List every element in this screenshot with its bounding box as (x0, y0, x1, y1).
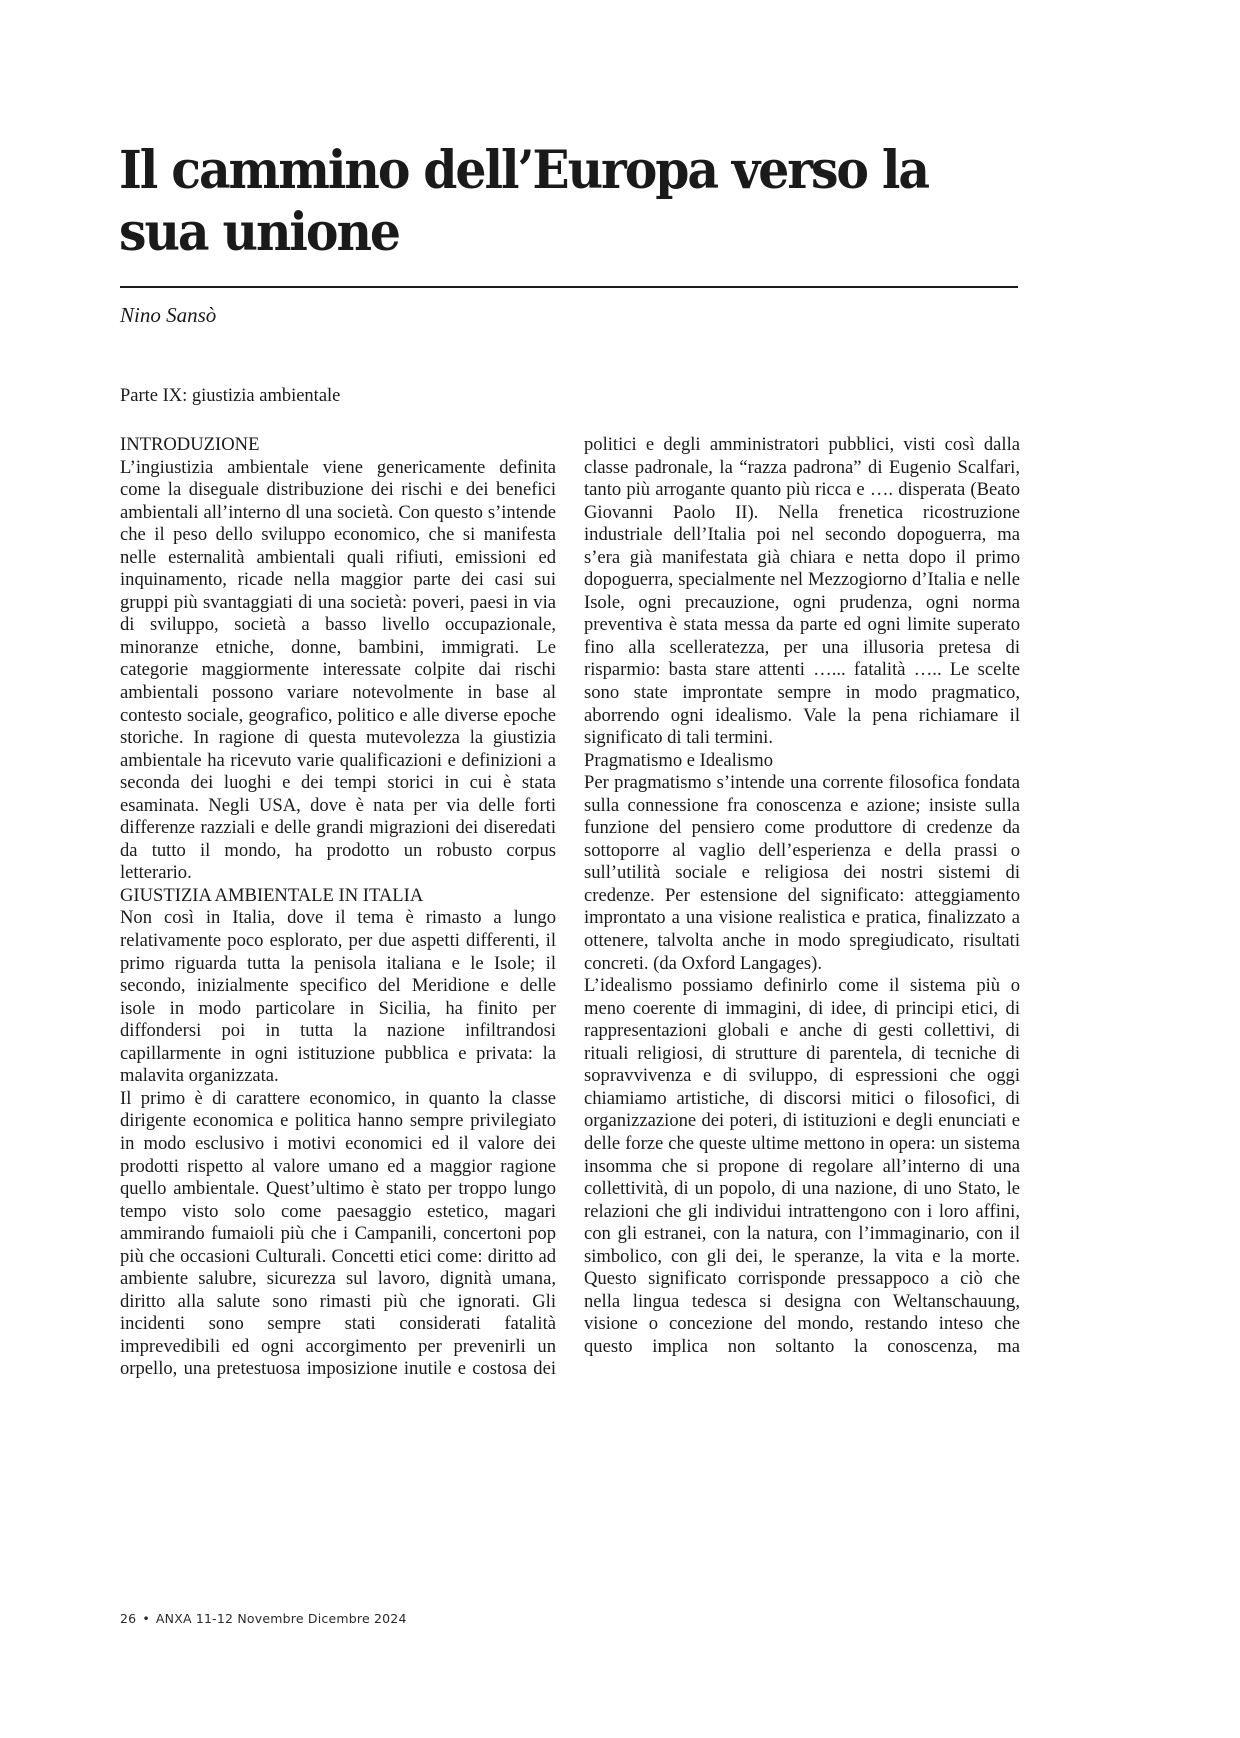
publication-info: ANXA 11-12 Novembre Dicembre 2024 (155, 1611, 407, 1626)
page-number: 26 (120, 1611, 137, 1626)
page-footer (120, 1611, 407, 1626)
title-divider (120, 286, 1018, 288)
left-column (120, 434, 556, 1381)
paragraph-pragmatismo: Per pragmatismo s’intende una corrente filosofica fondata sulla connessione fra conoscenza e azione; insiste sulla funzione del pensiero come produttore di credenze da sottoporre al vaglio dell’esperienza e della prassi o sull’utilità sociale e religiosa dei nostri sistemi di credenze. Per estensione del significato: atteggiamento improntato a una visione realistica e pratica, finalizzato a ottenere, talvolta anche in modo spregiudicato, risultati concreti. (da Oxford Langages). (584, 772, 1020, 974)
section-heading-giustizia-italia: GIUSTIZIA AMBIENTALE IN ITALIA (120, 884, 424, 906)
paragraph-italia-2: Il primo è di carattere economico, in quanto la classe dirigente economica e politica hanno sempre privilegiato in modo esclusivo i motivi economici ed il valore dei prodotti rispetto al valore umano ed a maggior ragione quello ambientale. Quest’ultimo è stato per troppo lungo tempo visto solo come paesaggio estetico, magari ammirando fumaioli più che i Campanili, concertoni pop più che occasioni Culturali. Concetti etici come: diritto ad ambiente salubre, sicurezza sul lavoro, dignità umana, diritto alla salute sono rimasti più che ignorati. Gli incidenti sono sempre stati considerati fatalità imprevedibili ed ogni accorgimento per prevenirli un orpello, una pretestuosa imposizione inutile e costosa dei (120, 1087, 556, 1380)
article-part-subtitle: Parte IX: giustizia ambientale (120, 386, 341, 406)
paragraph-continuation: politici e degli amministratori pubblici, visti così dalla classe padronale, la “razza padrona” di Eugenio Scalfari, tanto più arrogante quanto più ricca e …. disperata (Beato Giovanni Paolo II). Nella frenetica ricostruzione industriale dell’Italia poi nel secondo dopoguerra, ma s’era già manifestata già chiara e netta dopo il primo dopoguerra, specialmente nel Mezzogiorno d’Italia e nelle Isole, ogni precauzione, ogni prudenza, ogni norma preventiva è stata messa da parte ed ogni limite superato fino alla scelleratezza, per una illusoria pretesa di risparmio: basta stare attenti …... fatalità ….. Le scelte sono state improntate sempre in modo pragmatico, aborrendo ogni idealismo. Vale la pena richiamare il significato di tali termini. (584, 434, 1020, 749)
paragraph-idealismo: L’idealismo possiamo definirlo come il sistema più o meno coerente di immagini, di idee, di principi etici, di rappresentazioni globali e anche di gesti collettivi, di rituali religiosi, di strutture di parentela, di tecniche di sopravvivenza e di sviluppo, di espressioni che oggi chiamiamo artistiche, di discorsi mitici o filosofici, di organizzazione dei poteri, di istituzioni e degli enunciati e delle forze che queste ultime mettono in opera: un sistema insomma che si propone di regolare all’interno di una collettività, di un popolo, di una nazione, di uno Stato, le relazioni che gli individui intrattengono con i loro affini, con gli estranei, con la natura, con l’immaginario, con il simbolico, con gli dei, le speranze, la vita e la morte. Questo significato corrisponde pressappoco a ciò che nella lingua tedesca si designa con Weltanschauung, visione o concezione del mondo, restando inteso che questo implica non soltanto la conoscenza, ma (584, 975, 1020, 1357)
right-column (584, 434, 1020, 1358)
article-title: Il cammino dell’Europa verso la sua unione (119, 140, 929, 263)
section-heading-pragmatismo: Pragmatismo e Idealismo (584, 749, 773, 771)
section-heading-introduzione: INTRODUZIONE (120, 434, 260, 455)
paragraph-introduzione: L’ingiustizia ambientale viene genericamente definita come la diseguale distribuzione dei rischi e dei benefici ambientali all’interno dl una società. Con questo s’intende che il peso dello sviluppo economico, che si manifesta nelle esternalità ambientali quali rifiuti, emissioni ed inquinamento, ricade nella maggior parte dei casi sui gruppi più svantaggiati di una società: poveri, paesi in via di sviluppo, società a basso livello occupazionale, minoranze etniche, donne, bambini, immigrati. Le categorie maggiormente interessate colpite dai rischi ambientali possono variare notevolmente in base al contesto sociale, geografico, politico e alle diverse epoche storiche. In ragione di questa mutevolezza la giustizia ambientale ha ricevuto varie qualificazioni e definizioni a seconda dei luoghi e dei tempi storici in cui è stata esaminata. Negli USA, dove è nata per via delle forti differenze razziali e delle grandi migrazioni dei diseredati da tutto il mondo, ha prodotto un robusto corpus letterario. (120, 456, 556, 884)
paragraph-italia-1: Non così in Italia, dove il tema è rimasto a lungo relativamente poco esplorato, per due aspetti differenti, il primo riguarda tutta la penisola italiana e le Isole; il secondo, inizialmente specifico del Meridione e delle isole in modo particolare in Sicilia, ha finito per diffondersi poi in tutta la nazione infiltrandosi capillarmente in ogni istituzione pubblica e privata: la malavita organizzata. (120, 907, 556, 1087)
article-author: Nino Sansò (120, 303, 217, 327)
footer-separator: • (142, 1611, 150, 1626)
